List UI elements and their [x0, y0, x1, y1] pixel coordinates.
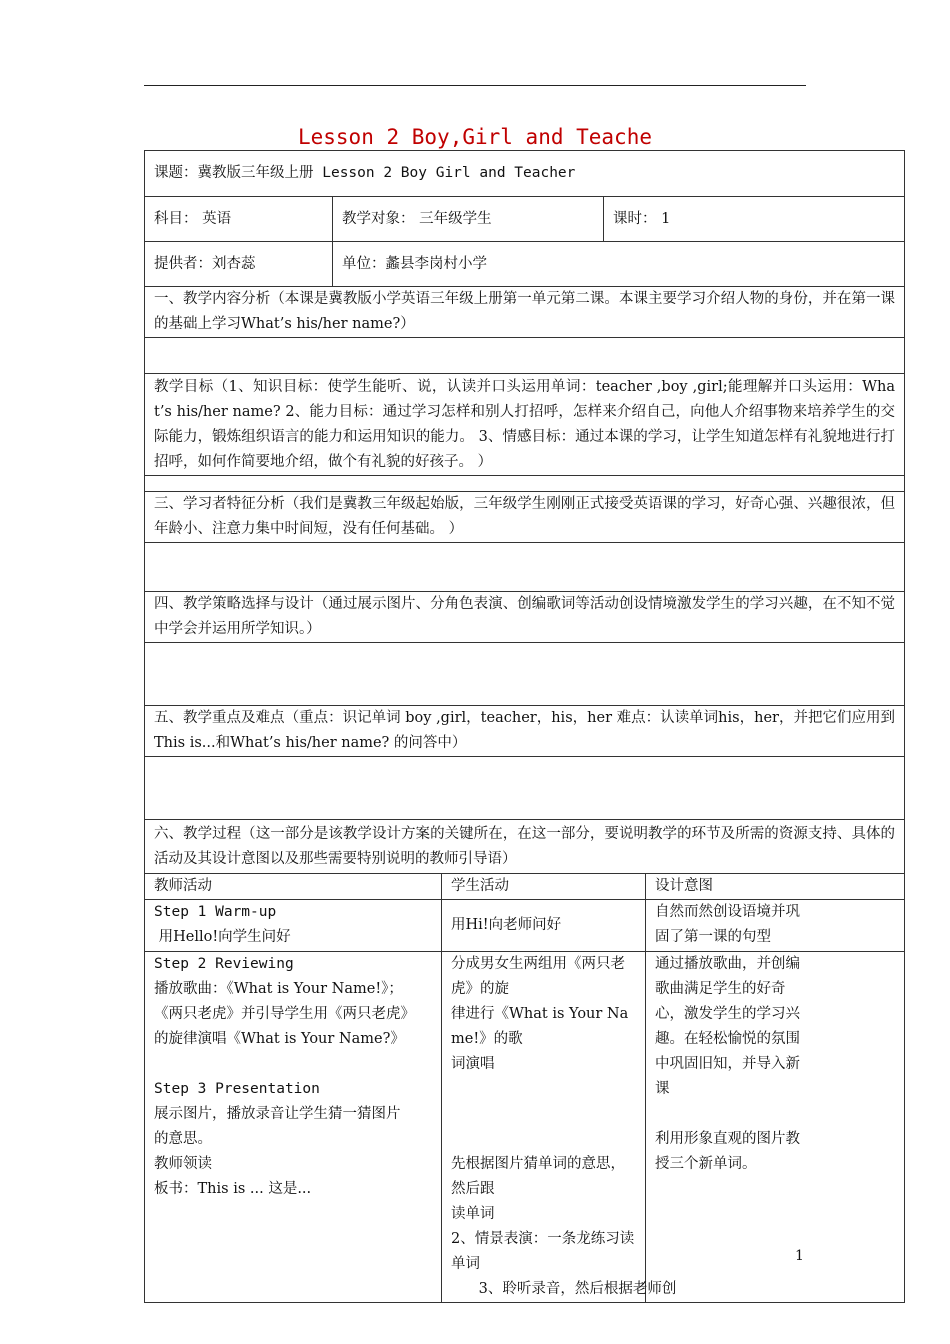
- step2-intent-line: [655, 1102, 895, 1127]
- blank-row: [145, 757, 905, 820]
- step2-intent-line: 通过播放歌曲，并创编: [655, 956, 800, 972]
- blank-row: [145, 476, 905, 492]
- lesson-subject: 课题：冀教版三年级上册 Lesson 2 Boy Girl and Teacher: [145, 151, 905, 197]
- header-design-intent: 设计意图: [646, 874, 905, 900]
- step2-teacher: [145, 952, 442, 1303]
- provider-cell: 提供者：刘杏蕊: [145, 242, 333, 287]
- hours-cell: 课时： 1: [604, 197, 905, 242]
- step1-intent-line: 固了第一课的句型: [655, 929, 771, 945]
- step2-teacher-line: 展示图片，播放录音让学生猜一猜图片: [154, 1106, 401, 1122]
- step2-intent-line: 中巩固旧知，并导入新: [655, 1056, 800, 1072]
- step2-student-line: [451, 1077, 636, 1102]
- step1-intent-line: 自然而然创设语境并巩: [655, 904, 800, 920]
- blank-row: [145, 543, 905, 592]
- step2-intent-line: 利用形象直观的图片教: [655, 1131, 800, 1147]
- step2-teacher-line: 《两只老虎》并引导学生用《两只老虎》: [154, 1006, 415, 1022]
- content-analysis: 一、教学内容分析（本课是冀教版小学英语三年级上册第一单元第二课。本课主要学习介绍人物的身份，并在第一课的基础上学习What’s his/her name?）: [145, 287, 905, 338]
- step2-teacher-line: 教师领读: [154, 1156, 212, 1172]
- teaching-process-intro: 六、教学过程（这一部分是该教学设计方案的关键所在，在这一部分，要说明教学的环节及所需的资源支持、具体的活动及其设计意图以及那些需要特别说明的教师引导语）: [145, 820, 905, 874]
- strategy-design: 四、教学策略选择与设计（通过展示图片、分角色表演、创编歌词等活动创设情境激发学生的学习兴趣，在不知不觉中学会并运用所学知识。）: [145, 592, 905, 643]
- teaching-objectives: 教学目标（1、知识目标：使学生能听、说，认读并口头运用单词：teacher ,boy ,girl;能理解并口头运用：What’s his/her name? 2、能力目标：通过学习怎样和别人打招呼，怎样来介绍自己，向他人介绍事物来培养学生的交际能力，锻炼组织语言的能力和运用知识的能力。 3、情感目标：通过本课的学习，让学生知道怎样有礼貌地进行打招呼，如何作简要地介绍，做个有礼貌的好孩子。 ）: [145, 374, 905, 476]
- step2-student-line: [451, 1102, 636, 1127]
- course-cell: 科目： 英语: [145, 197, 333, 242]
- blank-row: [145, 643, 905, 706]
- step1-intent: [646, 900, 905, 952]
- step1-teacher-line: Step 1 Warm-up: [154, 904, 277, 920]
- step1-student: 用Hi!向老师问好: [442, 900, 646, 952]
- lesson-plan-table: [144, 150, 905, 1303]
- header-teacher-activity: 教师活动: [145, 874, 442, 900]
- learner-analysis: 三、学习者特征分析（我们是冀教三年级起始版，三年级学生刚刚正式接受英语课的学习，好奇心强、兴趣很浓，但年龄小、注意力集中时间短，没有任何基础。 ）: [145, 492, 905, 543]
- step2-student-line: 词演唱: [451, 1056, 495, 1072]
- step2-teacher-line: 板书：This is ... 这是...: [154, 1181, 312, 1197]
- step2-student-line: 律进行《What is Your Name!》的歌: [451, 1006, 629, 1047]
- step2-teacher-line: [154, 1052, 432, 1077]
- step2-intent: [646, 952, 905, 1303]
- step2-student-line: 2、情景表演：一条龙练习读单词: [451, 1231, 635, 1272]
- step1-teacher: [145, 900, 442, 952]
- step2-intent-line: 授三个新单词。: [655, 1156, 757, 1172]
- step2-student-line: 读单词: [451, 1206, 495, 1222]
- unit-cell: 单位：蠡县李岗村小学: [333, 242, 905, 287]
- step2-student-line: 分成男女生两组用《两只老虎》的旋: [451, 956, 625, 997]
- target-cell: 教学对象： 三年级学生: [333, 197, 604, 242]
- blank-row: [145, 338, 905, 374]
- step2-teacher-line: 的旋律演唱《What is Your Name?》: [154, 1031, 405, 1047]
- key-points: 五、教学重点及难点（重点：识记单词 boy ,girl，teacher，his，her 难点：认读单词his，her，并把它们应用到This is...和What’s his/her name? 的问答中）: [145, 706, 905, 757]
- step2-student-line: [451, 1127, 636, 1152]
- step2-teacher-line: 播放歌曲：《What is Your Name!》；: [154, 981, 403, 997]
- step2-student-line: 先根据图片猜单词的意思，然后跟: [451, 1156, 625, 1197]
- step2-intent-line: 课: [655, 1081, 670, 1097]
- step2-intent-line: 趣。在轻松愉悦的氛围: [655, 1031, 800, 1047]
- document-title: Lesson 2 Boy,Girl and Teache: [297, 125, 652, 149]
- step2-intent-line: 歌曲满足学生的好奇: [655, 981, 786, 997]
- header-rule: [144, 85, 806, 86]
- step2-intent-line: 心，激发学生的学习兴: [655, 1006, 800, 1022]
- step2-teacher-line: 的意思。: [154, 1131, 212, 1147]
- header-student-activity: 学生活动: [442, 874, 646, 900]
- step2-teacher-line: Step 3 Presentation: [154, 1081, 320, 1097]
- step1-teacher-line: 用Hello!向学生问好: [154, 929, 291, 945]
- step2-student: [442, 952, 677, 1303]
- page-number: 1: [795, 1248, 804, 1264]
- step2-teacher-line: Step 2 Reviewing: [154, 956, 294, 972]
- step2-student-line: 3、聆听录音，然后根据老师创: [451, 1281, 677, 1297]
